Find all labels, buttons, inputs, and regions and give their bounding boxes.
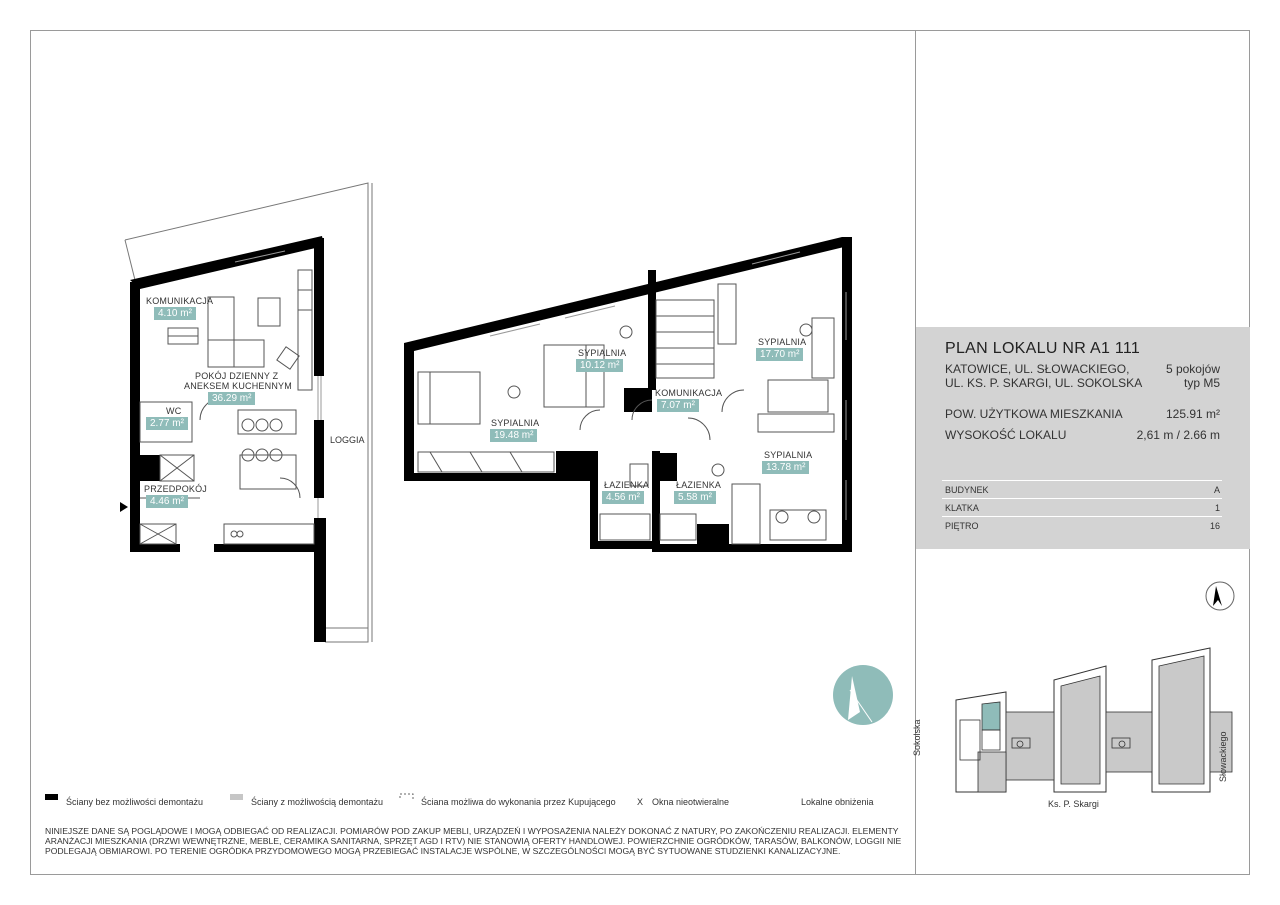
meta-value: A <box>1213 485 1220 495</box>
legend-symbol-x: X <box>637 797 644 807</box>
usable-area-value: 125.91 m² <box>1165 407 1220 421</box>
room-area-badge: 5.58 m² <box>674 491 716 504</box>
address-line-2: UL. KS. P. SKARGI, UL. SOKOLSKA <box>945 376 1143 390</box>
right-unit-furniture <box>418 284 834 544</box>
meta-divider <box>942 516 1222 517</box>
room-label: ŁAZIENKA <box>604 480 650 490</box>
room-label: WC <box>166 406 182 416</box>
height-value: 2,61 m / 2.66 m <box>1136 428 1220 442</box>
height-label: WYSOKOŚĆ LOKALU <box>945 428 1067 442</box>
legend-item: Ściana możliwa do wykonania przez Kupującego <box>421 797 616 807</box>
room-label: POKÓJ DZIENNY Z <box>195 371 279 381</box>
legend-item: Okna nieotwieralne <box>652 797 730 807</box>
meta-divider <box>942 480 1222 481</box>
street-label-left: Sokolska <box>912 719 922 756</box>
meta-value: 16 <box>1209 521 1220 531</box>
meta-divider <box>942 498 1222 499</box>
room-label: ŁAZIENKA <box>676 480 722 490</box>
room-label: ANEKSEM KUCHENNYM <box>184 381 292 391</box>
compass-icon <box>1206 582 1234 610</box>
north-arrow-plan <box>833 665 893 725</box>
room-label: KOMUNIKACJA <box>655 388 723 398</box>
meta-label: KLATKA <box>945 503 979 513</box>
address-line-1: KATOWICE, UL. SŁOWACKIEGO, <box>945 362 1130 376</box>
meta-label: PIĘTRO <box>945 521 979 531</box>
meta-label: BUDYNEK <box>945 485 989 495</box>
legend-item: Ściany z możliwością demontażu <box>251 797 384 807</box>
room-area-badge: 19.48 m² <box>490 429 537 442</box>
meta-value: 1 <box>1214 503 1220 513</box>
right-unit-walls <box>404 237 852 552</box>
room-label: PRZEDPOKÓJ <box>144 484 208 494</box>
room-label: SYPIALNIA <box>578 348 627 358</box>
plan-title: PLAN LOKALU NR A1 111 <box>945 340 1141 357</box>
loggia-label: LOGGIA <box>330 435 365 445</box>
room-area-badge: 4.46 m² <box>146 495 188 508</box>
highlighted-unit <box>982 702 1000 730</box>
legend-item: Ściany bez możliwości demontażu <box>66 797 204 807</box>
room-area-badge: 4.10 m² <box>154 307 196 320</box>
room-area-badge: 7.07 m² <box>657 399 699 412</box>
room-area-badge: 36.29 m² <box>208 392 255 405</box>
street-label-bottom: Ks. P. Skargi <box>1048 799 1099 809</box>
legend-item: Lokalne obniżenia <box>801 797 874 807</box>
rooms-count: 5 pokojów <box>1165 362 1220 376</box>
loggia-outline <box>125 183 372 642</box>
room-area-badge: 10.12 m² <box>576 359 623 372</box>
room-label: KOMUNIKACJA <box>146 296 214 306</box>
usable-area-label: POW. UŻYTKOWA MIESZKANIA <box>945 407 1123 421</box>
entry-arrow <box>120 502 128 512</box>
room-area-badge: 4.56 m² <box>602 491 644 504</box>
unit-type: typ M5 <box>1183 376 1220 390</box>
room-area-badge: 2.77 m² <box>146 417 188 430</box>
room-area-badge: 17.70 m² <box>756 348 803 361</box>
disclaimer-text: NINIEJSZE DANE SĄ POGLĄDOWE I MOGĄ ODBIEGAĆ OD REALIZACJI. POMIARÓW POD ZAKUP MEBLI, URZĄDZEŃ I WYPOSAŻENIA NALEŻY DOKONAĆ Z NATURY, PO ZAKOŃCZENIU REALIZACJI. ELEMENTY ARANŻACJI MIESZKANIA (DRZWI WEWNĘTRZNE, MEBLE, CERAMIKA SANITARNA, SPRZĘT AGD I RTV) NIE STANOWIĄ OFERTY HANDLOWEJ. POWIERZCHNIE OGRÓDKÓW, TARASÓW, BALKONÓW, LOGGII NIE PODLEGAJĄ OBMIAROWI. PO TERENIE OGRÓDKA PRZYDOMOWEGO MOGĄ PRZEBIEGAĆ INSTALACJE WSPÓLNE, W SZCZEGÓLNOŚCI MOGĄ BYĆ SYTUOWANE STUDZIENKI KANALIZACYJNE. <box>45 826 902 857</box>
room-area-badge: 13.78 m² <box>762 461 809 474</box>
building-fills <box>978 656 1232 792</box>
site-map <box>916 570 1250 820</box>
room-label: SYPIALNIA <box>758 337 807 347</box>
room-label: SYPIALNIA <box>764 450 813 460</box>
room-label: SYPIALNIA <box>491 418 540 428</box>
street-label-right: Słowackiego <box>1218 731 1228 782</box>
